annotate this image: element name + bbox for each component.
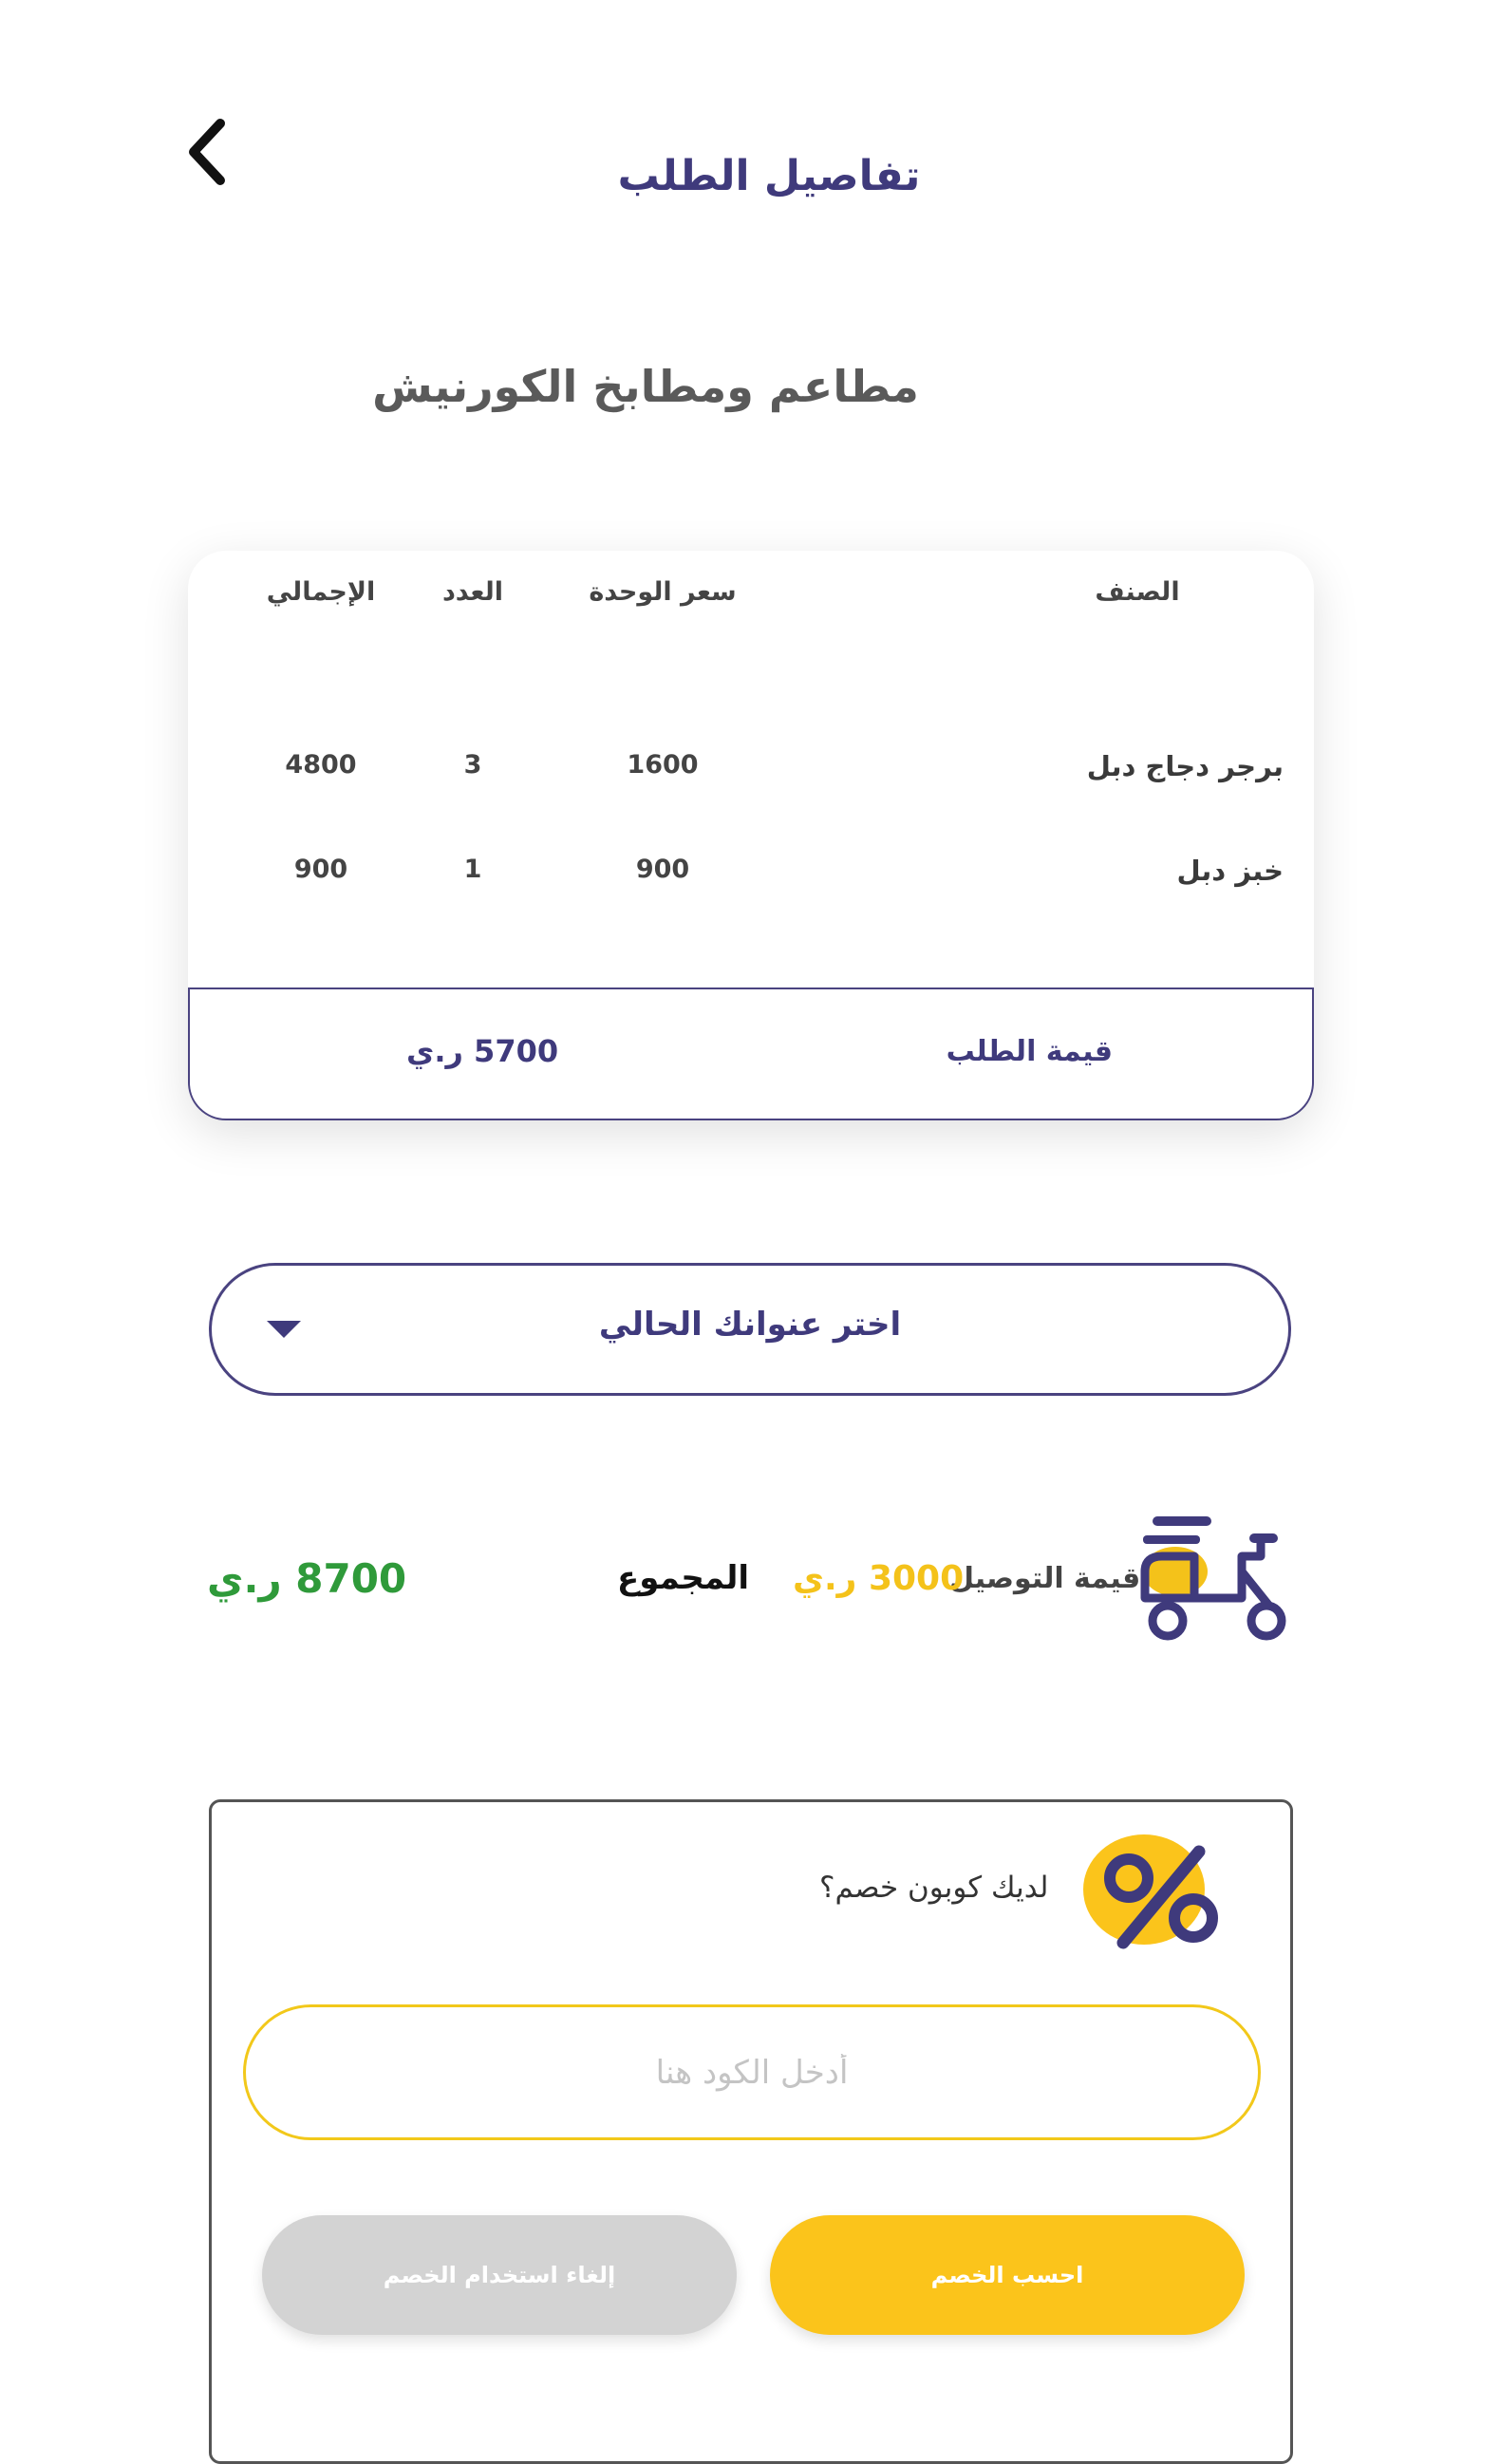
coupon-card [209,1799,1293,2464]
table-row-total: 4800 [285,750,357,780]
table-row-unit-price: 900 [635,855,690,884]
order-total-row [188,987,1314,1120]
column-header-item: الصنف [1095,577,1180,607]
table-row-item-name: برجر دجاج دبل [1086,750,1284,782]
apply-discount-button[interactable]: احسب الخصم [770,2215,1245,2335]
chevron-left-icon [180,114,237,190]
table-row-unit-price: 1600 [627,750,699,780]
column-header-unit-price: سعر الوحدة [589,577,737,607]
order-total-value: 5700 ر.ي [406,1033,559,1069]
percent-icon [1076,1831,1237,1954]
back-button[interactable] [180,114,237,190]
column-header-qty: العدد [441,577,504,607]
address-dropdown[interactable] [209,1263,1291,1396]
coupon-question: لديك كوبون خصم؟ [819,1871,1049,1905]
table-row-total: 900 [293,855,348,884]
restaurant-name: مطاعم ومطابخ الكورنيش [372,361,919,412]
delivery-fee-label: قيمة التوصيل [949,1562,1141,1595]
coupon-code-input[interactable] [243,2004,1261,2140]
table-row-qty: 3 [463,750,482,780]
address-dropdown-label: اختر عنوانك الحالي [598,1306,902,1344]
order-total-label: قيمة الطلب [946,1035,1113,1068]
order-summary-card [188,551,1314,1120]
cancel-discount-button[interactable]: إلغاء استخدام الخصم [262,2215,737,2335]
page-title: تفاصيل الطلب [617,152,921,200]
grand-total-label: المجموع [617,1559,750,1597]
column-header-total: الإجمالي [266,577,376,607]
scooter-icon [1139,1514,1291,1647]
delivery-fee-value: 3000 ر.ي [793,1559,965,1598]
grand-total-value: 8700 ر.ي [207,1555,407,1602]
table-row-qty: 1 [463,855,482,884]
caret-down-icon [267,1321,301,1338]
table-row-item-name: خبز دبل [1176,855,1284,887]
